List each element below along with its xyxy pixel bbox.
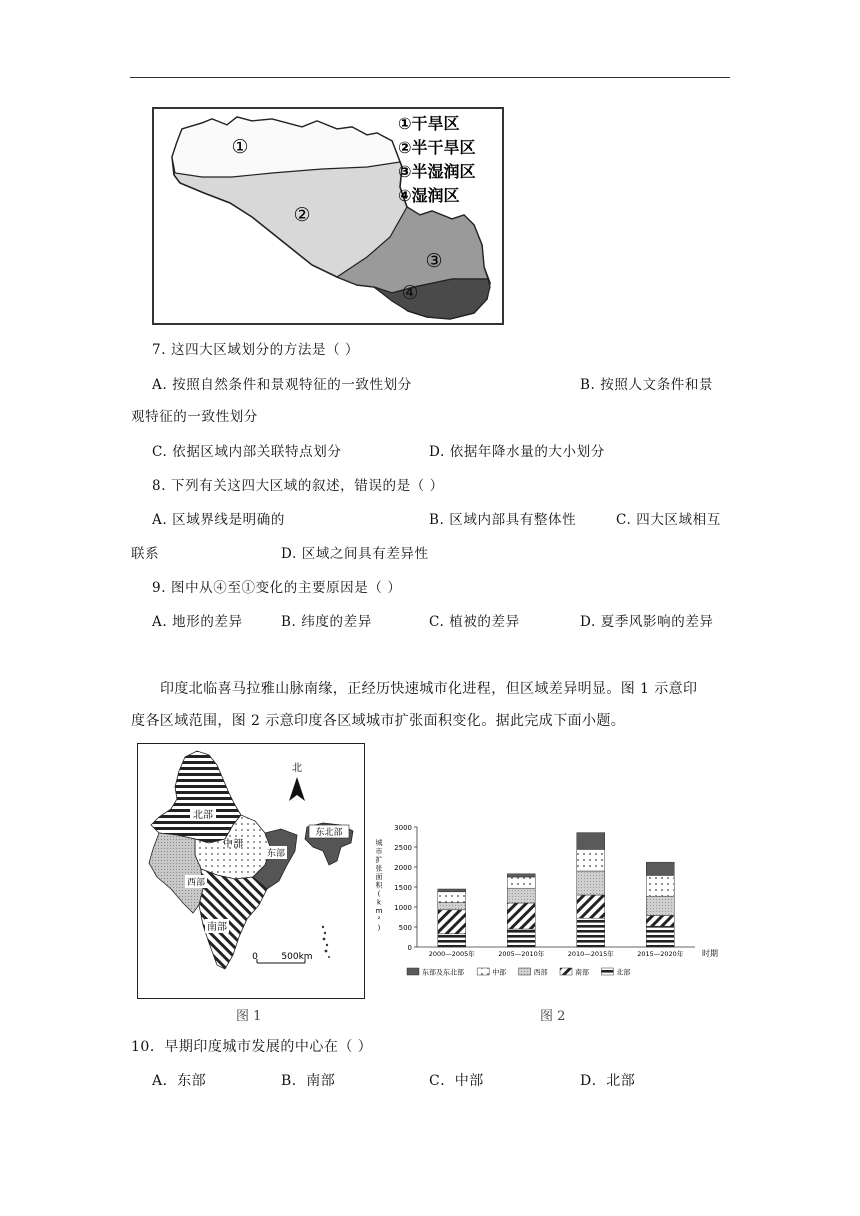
north-label: 北 [292, 763, 302, 774]
label-east: 东部 [266, 849, 286, 859]
y-label-char: m [375, 907, 383, 915]
q7-stem: 7. 这四大区域划分的方法是（ ） [152, 342, 360, 358]
bar-segment [577, 833, 605, 850]
q10-option-c: C．中部 [429, 1073, 484, 1089]
q8-option-c-line2: 联系 [131, 546, 160, 562]
y-tick-label: 1500 [394, 884, 412, 892]
q10-option-b: B．南部 [281, 1073, 336, 1089]
q9-option-b: B. 纬度的差异 [281, 614, 372, 630]
x-tick-label: 2010—2015年 [567, 950, 614, 958]
q8-option-c-line1: C. 四大区域相互 [616, 512, 721, 528]
y-label-char: 张 [375, 864, 383, 873]
legend-semi-arid: ②半干旱区 [398, 138, 476, 157]
bar-segment [507, 929, 535, 947]
y-label-char: 城 [375, 839, 383, 847]
bar-segment [577, 895, 605, 918]
bar-segment [577, 849, 605, 871]
zone-3-number: ③ [425, 250, 443, 272]
chart-legend [407, 968, 630, 977]
zone-2-number: ② [293, 204, 311, 226]
legend-swatch [560, 968, 572, 975]
y-label-char: k [376, 898, 382, 907]
passage-line-2: 度各区域范围，图 2 示意印度各区域城市扩张面积变化。据此完成下面小题。 [131, 713, 626, 729]
bar-segment [577, 918, 605, 947]
y-label-char: 面 [375, 873, 383, 881]
bar-segment [438, 934, 466, 947]
bar-segment [438, 889, 466, 892]
y-tick-label: 3000 [394, 824, 412, 832]
passage-line-1: 印度北临喜马拉雅山脉南缘，正经历快速城市化进程，但区域差异明显。图 1 示意印 [160, 681, 698, 697]
bar-segment [507, 888, 535, 903]
scale-label: 500km [281, 952, 313, 962]
bar-segment [577, 871, 605, 895]
q10-stem: 10．早期印度城市发展的中心在（ ） [131, 1039, 373, 1055]
zone-4-number: ④ [401, 282, 419, 304]
y-tick-label: 0 [407, 944, 412, 952]
y-tick-label: 2000 [394, 864, 412, 872]
legend-swatch [519, 968, 531, 975]
q7-option-b-line2: 观特征的一致性划分 [131, 409, 258, 425]
q9-stem: 9. 图中从④至①变化的主要原因是（ ） [152, 580, 402, 596]
dry-wet-zone-map [152, 107, 504, 325]
y-label-char: 市 [375, 847, 383, 856]
bar-segment [507, 903, 535, 929]
y-tick-label: 1000 [394, 904, 412, 912]
bar-segment [646, 926, 674, 947]
legend-humid: ④湿润区 [398, 186, 460, 205]
legend-swatch [477, 968, 489, 975]
legend-label: 南部 [575, 968, 589, 977]
label-central: 中部 [223, 839, 243, 850]
y-label-char: 扩 [375, 856, 383, 864]
bar-segment [646, 862, 674, 875]
q8-option-b: B. 区域内部具有整体性 [429, 512, 577, 528]
q7-option-b-line1: B. 按照人文条件和景 [580, 377, 714, 393]
y-label-char: 积 [375, 881, 383, 890]
q10-option-d: D．北部 [580, 1073, 636, 1089]
x-axis-label: 时期 [702, 949, 718, 958]
legend-semi-humid: ③半湿润区 [398, 162, 476, 181]
q8-option-d: D. 区域之间具有差异性 [281, 546, 429, 562]
bar-segment [507, 874, 535, 877]
label-south: 南部 [207, 922, 227, 933]
fig1-caption: 图 1 [236, 1009, 262, 1024]
zone-1-number: ① [231, 136, 249, 158]
label-northeast: 东北部 [315, 828, 343, 838]
q8-stem: 8. 下列有关这四大区域的叙述，错误的是（ ） [152, 478, 444, 494]
y-label-char: ) [377, 924, 381, 932]
scale-zero: 0 [252, 952, 258, 962]
y-label-char: ² [377, 915, 381, 924]
y-tick-label: 500 [398, 924, 412, 932]
q10-option-a: A．东部 [152, 1073, 207, 1089]
bar-segment [646, 915, 674, 926]
bar-segment [646, 875, 674, 896]
chart-bars [429, 833, 684, 958]
india-region-map [137, 743, 365, 999]
q7-option-a: A. 按照自然条件和景观特征的一致性划分 [152, 377, 412, 393]
x-tick-label: 2005—2010年 [498, 950, 545, 958]
legend-swatch [407, 968, 419, 975]
q9-option-c: C. 植被的差异 [429, 614, 520, 630]
y-tick-label: 2500 [394, 844, 412, 852]
q9-option-d: D. 夏季风影响的差异 [580, 614, 714, 630]
y-axis-label [376, 838, 384, 932]
q8-option-a: A. 区域界线是明确的 [152, 512, 285, 528]
fig2-caption: 图 2 [540, 1009, 566, 1024]
bar-segment [438, 910, 466, 934]
x-tick-label: 2000—2005年 [428, 950, 475, 958]
q7-option-d: D. 依据年降水量的大小划分 [429, 444, 605, 460]
legend-arid: ①干旱区 [398, 114, 460, 133]
q9-option-a: A. 地形的差异 [152, 614, 243, 630]
q7-option-c: C. 依据区域内部关联特点划分 [152, 444, 342, 460]
bar-segment [438, 903, 466, 910]
legend-label: 西部 [533, 968, 548, 977]
urban-expansion-chart [365, 815, 730, 987]
legend-label: 东部及东北部 [422, 968, 464, 977]
label-west: 西部 [186, 878, 206, 888]
bar-segment [646, 896, 674, 915]
header-rule [130, 77, 730, 78]
legend-label: 北部 [616, 968, 631, 977]
label-north: 北部 [193, 810, 213, 821]
bar-segment [507, 877, 535, 888]
legend-label: 中部 [492, 968, 507, 977]
bar-segment [438, 892, 466, 903]
legend-swatch [601, 968, 613, 975]
y-label-char: ( [377, 890, 381, 898]
x-tick-label: 2015—2020年 [637, 950, 684, 958]
